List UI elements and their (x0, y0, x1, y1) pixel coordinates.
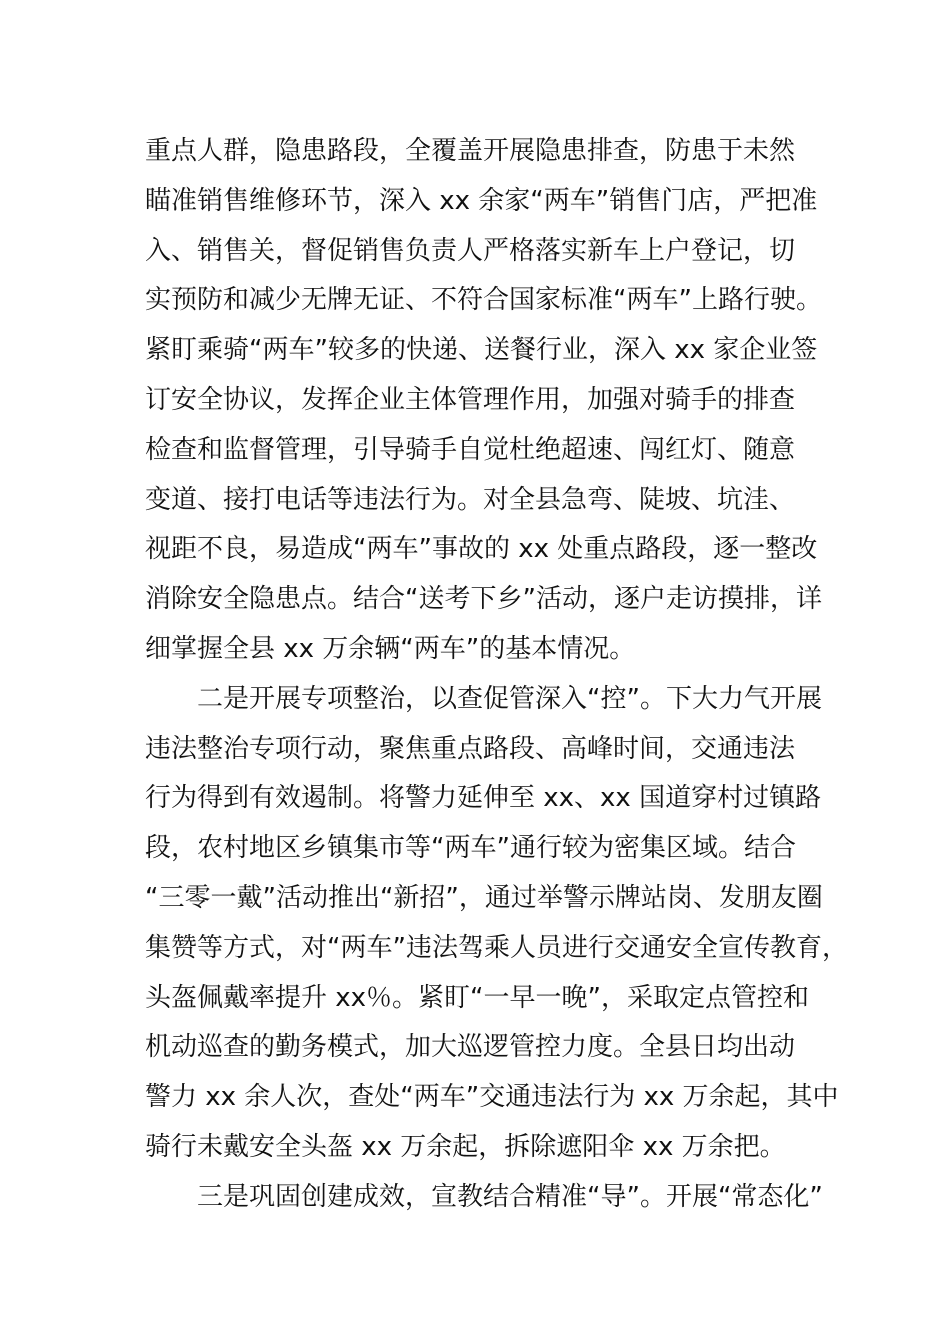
text-line: 头盔佩戴率提升 xx％。紧盯“一早一晚”，采取定点管控和 (145, 982, 809, 1013)
text-line: 消除安全隐患点。结合“送考下乡”活动，逐户走访摸排，详 (145, 584, 822, 615)
text-line: 变道、接打电话等违法行为。对全县急弯、陡坡、坑洼、 (145, 484, 796, 515)
text-line: 瞄准销售维修环节，深入 xx 余家“两车”销售门店，严把准 (145, 185, 818, 216)
text-line: 紧盯乘骑“两车”较多的快递、送餐行业，深入 xx 家企业签 (145, 335, 818, 366)
text-line: 视距不良，易造成“两车”事故的 xx 处重点路段，逐一整改 (145, 534, 818, 565)
text-line: 行为得到有效遏制。将警力延伸至 xx、xx 国道穿村过镇路 (145, 783, 822, 814)
paragraph-start-line: 二是开展专项整治，以查促管深入“控”。下大力气开展 (197, 683, 822, 714)
text-line: 机动巡查的勤务模式，加大巡逻管控力度。全县日均出动 (145, 1032, 796, 1063)
document-body (145, 127, 848, 1223)
text-line: 违法整治专项行动，聚焦重点路段、高峰时间，交通违法 (145, 733, 796, 764)
text-line: 骑行未戴安全头盔 xx 万余起，拆除遮阳伞 xx 万余把。 (145, 1131, 786, 1162)
text-line: 段，农村地区乡镇集市等“两车”通行较为密集区域。结合 (145, 833, 796, 864)
text-line: 集赞等方式，对“两车”违法驾乘人员进行交通安全宣传教育， (145, 932, 848, 963)
paragraph-start-line: 三是巩固创建成效，宣教结合精准“导”。开展“常态化” (197, 1181, 823, 1212)
text-line: 入、销售关，督促销售负责人严格落实新车上户登记，切 (145, 235, 796, 266)
text-line: “三零一戴”活动推出“新招”，通过举警示牌站岗、发朋友圈 (145, 882, 823, 913)
text-line: 细掌握全县 xx 万余辆“两车”的基本情况。 (145, 633, 636, 664)
text-line: 实预防和减少无牌无证、不符合国家标准“两车”上路行驶。 (145, 285, 822, 316)
text-line: 重点人群，隐患路段，全覆盖开展隐患排查，防患于未然 (145, 136, 796, 166)
text-line: 订安全协议，发挥企业主体管理作用，加强对骑手的排查 (145, 384, 796, 415)
text-line: 检查和监督管理，引导骑手自觉杜绝超速、闯红灯、随意 (145, 434, 796, 465)
text-line: 警力 xx 余人次，查处“两车”交通违法行为 xx 万余起，其中 (145, 1082, 839, 1113)
